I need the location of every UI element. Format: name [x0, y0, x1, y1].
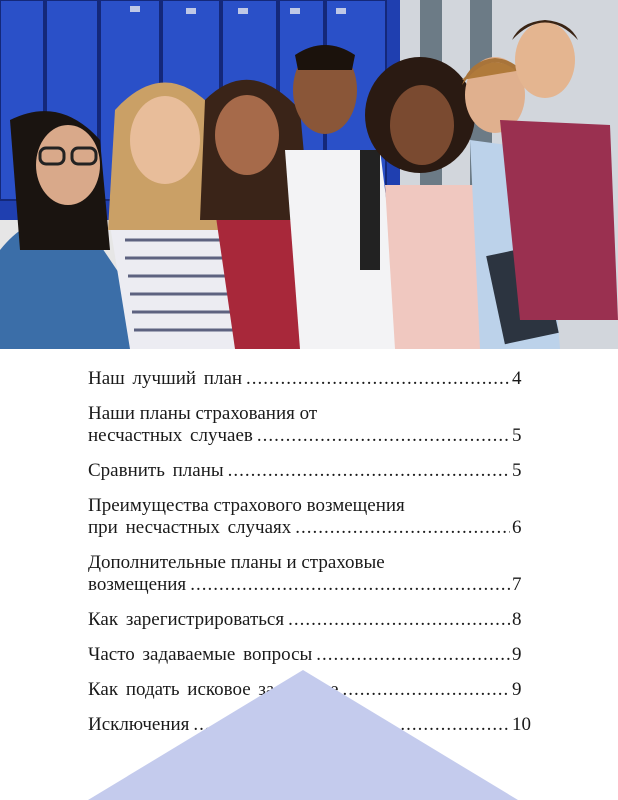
students-illustration	[0, 0, 618, 349]
toc-entry[interactable]	[88, 368, 538, 390]
toc-entry[interactable]	[88, 403, 538, 447]
toc-entry-label: Исключения	[88, 714, 190, 735]
dot-leader	[228, 460, 510, 482]
toc-page-number: 7	[512, 574, 522, 595]
toc-page-number: 4	[512, 368, 522, 389]
toc-page-number: 9	[512, 644, 522, 665]
toc-entry[interactable]	[88, 552, 538, 596]
dot-leader	[295, 517, 510, 539]
toc-entry[interactable]	[88, 609, 538, 631]
toc-entry[interactable]	[88, 460, 538, 482]
decorative-triangle	[88, 668, 518, 800]
toc-entry-label: Часто задаваемые вопросы	[88, 644, 313, 665]
dot-leader	[246, 368, 510, 390]
toc-entry-line: Дополнительные планы и страховые	[88, 552, 385, 573]
toc-entry-label: Наш лучший план	[88, 368, 243, 389]
toc-entry-label: несчастных случаев	[88, 425, 253, 446]
toc-entry[interactable]	[88, 495, 538, 539]
toc-page-number: 5	[512, 425, 522, 446]
toc-entry-label: возмещения	[88, 574, 187, 595]
toc-page-number: 8	[512, 609, 522, 630]
triangle-shape	[88, 668, 518, 800]
toc-entry-label: при несчастных случаях	[88, 517, 292, 538]
toc-page-number: 6	[512, 517, 522, 538]
dot-leader	[190, 574, 510, 596]
triangle-fill	[88, 670, 518, 800]
toc-entry-label: Как подать исковое заявление	[88, 679, 339, 700]
dot-leader	[257, 425, 510, 447]
toc-page-number: 10	[512, 714, 531, 735]
toc-entry-label: Сравнить планы	[88, 460, 224, 481]
hero-photo	[0, 0, 618, 349]
toc-entry-line: Преимущества страхового возмещения	[88, 495, 405, 516]
toc-entry-line: Наши планы страхования от	[88, 403, 318, 424]
toc-page-number: 9	[512, 679, 522, 700]
toc-page-number: 5	[512, 460, 522, 481]
dot-leader	[288, 609, 510, 631]
toc-entry[interactable]	[88, 644, 538, 666]
toc-entry-label: Как зарегистрироваться	[88, 609, 285, 630]
dot-leader	[316, 644, 510, 666]
